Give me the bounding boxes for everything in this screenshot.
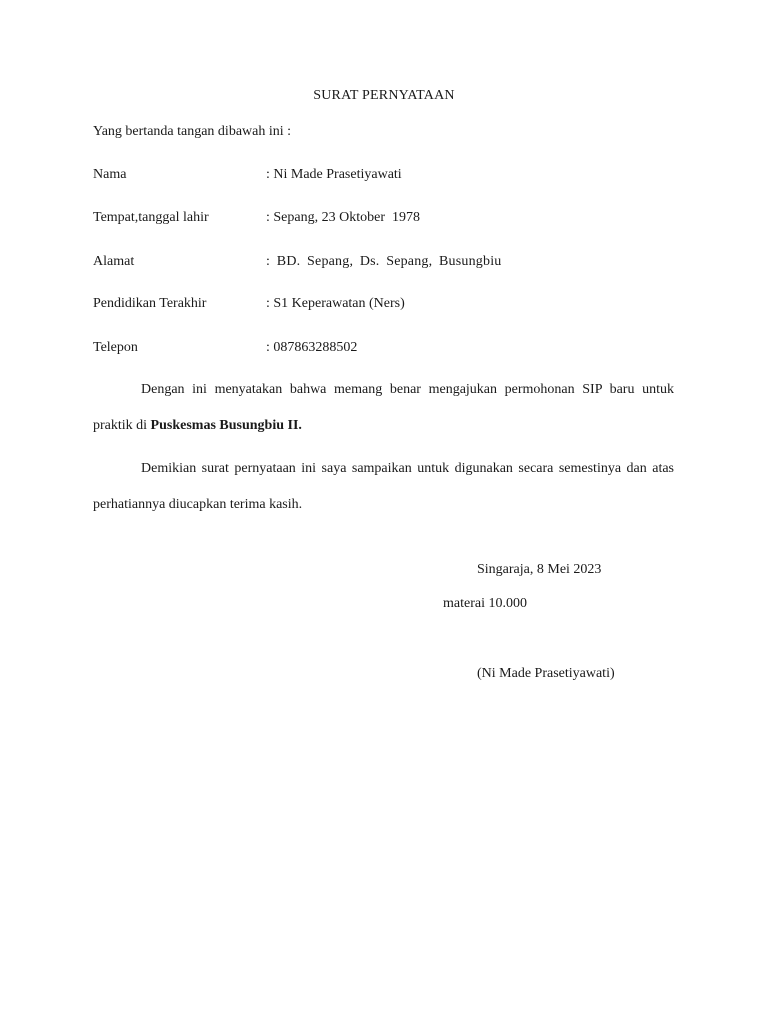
- field-row-telepon: [93, 340, 683, 360]
- document-title: SURAT PERNYATAAN: [313, 88, 455, 103]
- field-value-pendidikan-terakhir: : S1 Keperawatan (Ners): [266, 296, 405, 311]
- field-value-telepon: : 087863288502: [266, 340, 358, 355]
- materai-label: materai 10.000: [443, 596, 527, 611]
- field-value-alamat: : BD. Sepang, Ds. Sepang, Busungbiu: [266, 254, 502, 269]
- field-row-pendidikan-terakhir: [93, 296, 683, 316]
- field-value-tempat-tanggal-lahir: : Sepang, 23 Oktober 1978: [266, 210, 420, 225]
- field-value-nama: : Ni Made Prasetiyawati: [266, 167, 402, 182]
- field-label-nama: Nama: [93, 167, 127, 182]
- field-label-pendidikan-terakhir: Pendidikan Terakhir: [93, 296, 207, 311]
- puskesmas-name: Puskesmas Busungbiu II.: [150, 418, 302, 433]
- statement-paragraph: [93, 372, 674, 444]
- closing-paragraph: Demikian surat pernyataan ini saya sampaikan untuk digunakan secara semestinya dan atas perhatiannya diucapkan terima kasih.: [93, 461, 674, 512]
- place-date: Singaraja, 8 Mei 2023: [477, 562, 602, 577]
- intro-text: Yang bertanda tangan dibawah ini :: [93, 124, 292, 139]
- signer-name: (Ni Made Prasetiyawati): [477, 666, 615, 681]
- field-row-alamat: [93, 254, 683, 274]
- field-label-alamat: Alamat: [93, 254, 135, 269]
- statement-text: Dengan ini menyatakan bahwa memang benar mengajukan permohonan SIP baru untuk praktik di: [93, 382, 674, 433]
- field-row-nama: [93, 167, 683, 187]
- field-label-telepon: Telepon: [93, 340, 138, 355]
- field-row-tempat-tanggal-lahir: [93, 210, 683, 230]
- field-label-tempat-tanggal-lahir: Tempat,tanggal lahir: [93, 210, 209, 225]
